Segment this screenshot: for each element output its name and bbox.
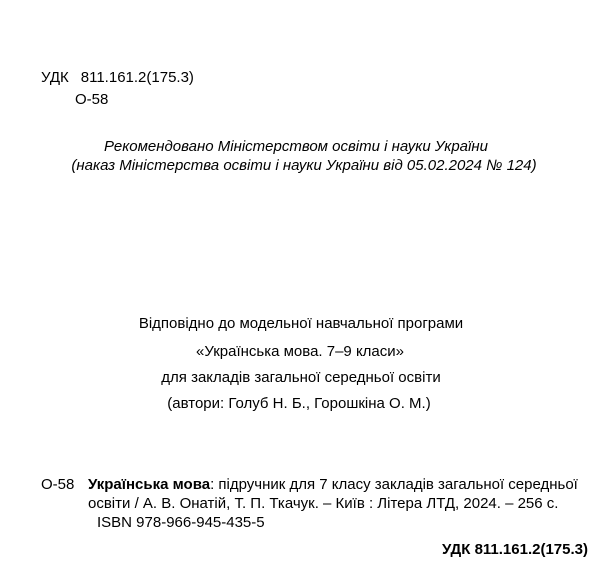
program-line-1: Відповідно до модельної навчальної програми <box>138 315 464 332</box>
isbn: ISBN 978-966-945-435-5 <box>97 514 265 531</box>
recommendation-line-1: Рекомендовано Міністерством освіти і науки України <box>104 138 488 155</box>
program-line-4: (автори: Голуб Н. Б., Горошкіна О. М.) <box>167 395 431 412</box>
bibliography-line-1 <box>88 475 578 494</box>
udk-label: УДК <box>41 69 69 86</box>
author-mark: О-58 <box>75 91 109 108</box>
program-line-3: для закладів загальної середньої освіти <box>161 369 441 386</box>
book-authors-publisher: / А. В. Онатій, Т. П. Ткачук. – Київ : Літера ЛТД, 2024. – 256 с. <box>130 495 559 512</box>
udk-code: 811.161.2(175.3) <box>80 69 194 86</box>
book-title: Українська мова <box>88 476 211 493</box>
book-description-cont: освіти <box>88 495 131 512</box>
bibliography-mark: О-58 <box>41 476 75 493</box>
udk-footer: УДК 811.161.2(175.3) <box>441 541 588 558</box>
book-description: : підручник для 7 класу закладів загальної середньої <box>210 476 578 493</box>
udk-header <box>41 69 194 87</box>
bibliography-line-2 <box>88 494 558 513</box>
recommendation-line-2: (наказ Міністерства освіти і науки України від 05.02.2024 № 124) <box>71 157 537 174</box>
program-line-2: «Українська мова. 7–9 класи» <box>196 343 404 360</box>
